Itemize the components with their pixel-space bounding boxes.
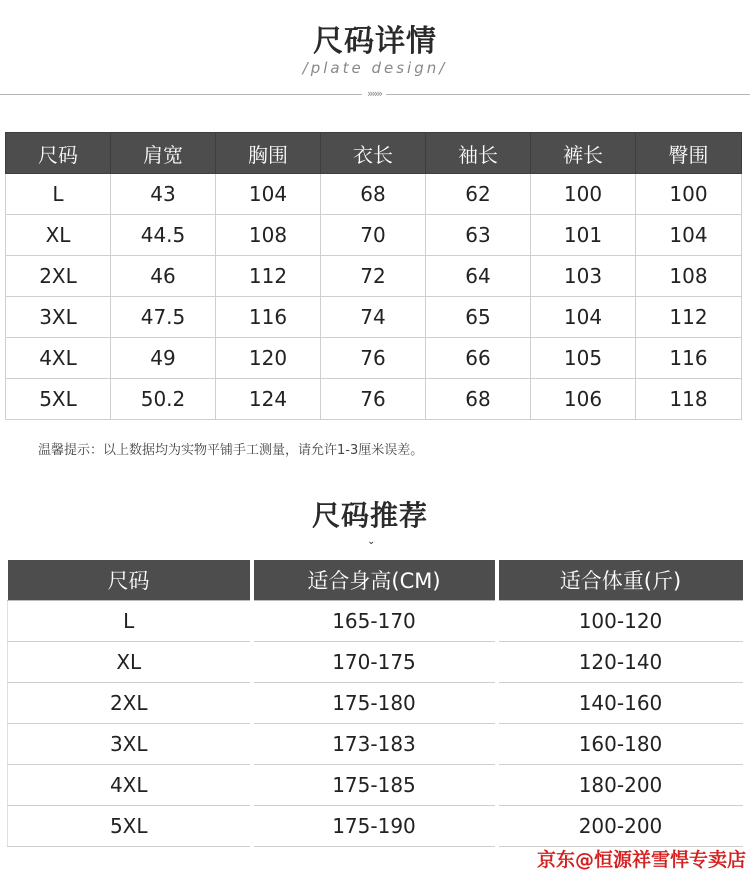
col-header-weight: 适合体重(斤) xyxy=(497,560,743,601)
table-cell: 46 xyxy=(111,256,216,297)
table-cell: 100 xyxy=(636,174,742,215)
measurement-note: 温馨提示：以上数据均为实物平铺手工测量，请允许1-3厘米误差。 xyxy=(38,443,424,458)
table-cell: 5XL xyxy=(8,806,252,847)
table-cell: 116 xyxy=(216,297,321,338)
table-row xyxy=(8,765,743,806)
table-cell: 104 xyxy=(636,215,742,256)
table-cell: 112 xyxy=(216,256,321,297)
col-header-shoulder: 肩宽 xyxy=(111,133,216,174)
table-cell: 105 xyxy=(531,338,636,379)
table-cell: 124 xyxy=(216,379,321,420)
plate-design-subtitle: /plate design/ xyxy=(302,59,448,77)
table-cell: 104 xyxy=(531,297,636,338)
table-cell: 70 xyxy=(321,215,426,256)
table-row xyxy=(6,215,742,256)
table-cell: 175-180 xyxy=(252,683,497,724)
table-cell: 180-200 xyxy=(497,765,743,806)
store-watermark: 京东@恒源祥雪悍专卖店 xyxy=(536,849,746,871)
table-cell: 104 xyxy=(216,174,321,215)
table-row xyxy=(6,338,742,379)
size-recommend-table xyxy=(7,560,743,847)
table-cell: 74 xyxy=(321,297,426,338)
table-cell: 106 xyxy=(531,379,636,420)
col-header-length: 衣长 xyxy=(321,133,426,174)
table-cell: 50.2 xyxy=(111,379,216,420)
table-cell: 4XL xyxy=(8,765,252,806)
size-detail-title: 尺码详情 xyxy=(313,24,437,59)
table-row xyxy=(8,806,743,847)
table-cell: 63 xyxy=(426,215,531,256)
size-detail-table xyxy=(5,132,742,420)
col-header-hip: 臀围 xyxy=(636,133,742,174)
table-cell: 100 xyxy=(531,174,636,215)
table-row xyxy=(8,683,743,724)
table-cell: 44.5 xyxy=(111,215,216,256)
table-cell: 170-175 xyxy=(252,642,497,683)
table-cell: XL xyxy=(8,642,252,683)
table-cell: 3XL xyxy=(6,297,111,338)
table-cell: 175-185 xyxy=(252,765,497,806)
table-row xyxy=(8,601,743,642)
col-header-pants-length: 裤长 xyxy=(531,133,636,174)
table-cell: 116 xyxy=(636,338,742,379)
table-cell: 101 xyxy=(531,215,636,256)
table-cell: 47.5 xyxy=(111,297,216,338)
chevron-right-icon: »»» xyxy=(362,86,386,102)
col-header-height: 适合身高(CM) xyxy=(252,560,497,601)
table-cell: 43 xyxy=(111,174,216,215)
table-cell: 64 xyxy=(426,256,531,297)
table-row xyxy=(6,174,742,215)
table-cell: 200-200 xyxy=(497,806,743,847)
table-cell: 118 xyxy=(636,379,742,420)
table-cell: L xyxy=(6,174,111,215)
table-cell: 173-183 xyxy=(252,724,497,765)
table-cell: 62 xyxy=(426,174,531,215)
table-cell: 112 xyxy=(636,297,742,338)
table-row xyxy=(8,724,743,765)
table-cell: 66 xyxy=(426,338,531,379)
col-header-sleeve: 袖长 xyxy=(426,133,531,174)
table-cell: 72 xyxy=(321,256,426,297)
col-header-size: 尺码 xyxy=(8,560,252,601)
table-cell: 108 xyxy=(216,215,321,256)
table-cell: 160-180 xyxy=(497,724,743,765)
chevron-down-icon: ⌄ xyxy=(367,536,376,547)
table-cell: 140-160 xyxy=(497,683,743,724)
table-header-row xyxy=(6,133,742,174)
col-header-size: 尺码 xyxy=(6,133,111,174)
table-cell: 68 xyxy=(321,174,426,215)
table-header-row xyxy=(8,560,743,601)
table-cell: 49 xyxy=(111,338,216,379)
table-row xyxy=(8,642,743,683)
table-cell: 65 xyxy=(426,297,531,338)
table-cell: 2XL xyxy=(6,256,111,297)
table-cell: 5XL xyxy=(6,379,111,420)
table-cell: XL xyxy=(6,215,111,256)
table-cell: 3XL xyxy=(8,724,252,765)
table-cell: 68 xyxy=(426,379,531,420)
table-cell: 120-140 xyxy=(497,642,743,683)
col-header-chest: 胸围 xyxy=(216,133,321,174)
table-row xyxy=(6,256,742,297)
size-recommend-title: 尺码推荐 xyxy=(311,499,428,532)
table-cell: 76 xyxy=(321,338,426,379)
table-cell: 100-120 xyxy=(497,601,743,642)
table-cell: L xyxy=(8,601,252,642)
table-row xyxy=(6,297,742,338)
table-cell: 108 xyxy=(636,256,742,297)
table-cell: 175-190 xyxy=(252,806,497,847)
table-cell: 4XL xyxy=(6,338,111,379)
table-row xyxy=(6,379,742,420)
table-cell: 2XL xyxy=(8,683,252,724)
table-cell: 76 xyxy=(321,379,426,420)
table-cell: 103 xyxy=(531,256,636,297)
table-cell: 165-170 xyxy=(252,601,497,642)
table-cell: 120 xyxy=(216,338,321,379)
